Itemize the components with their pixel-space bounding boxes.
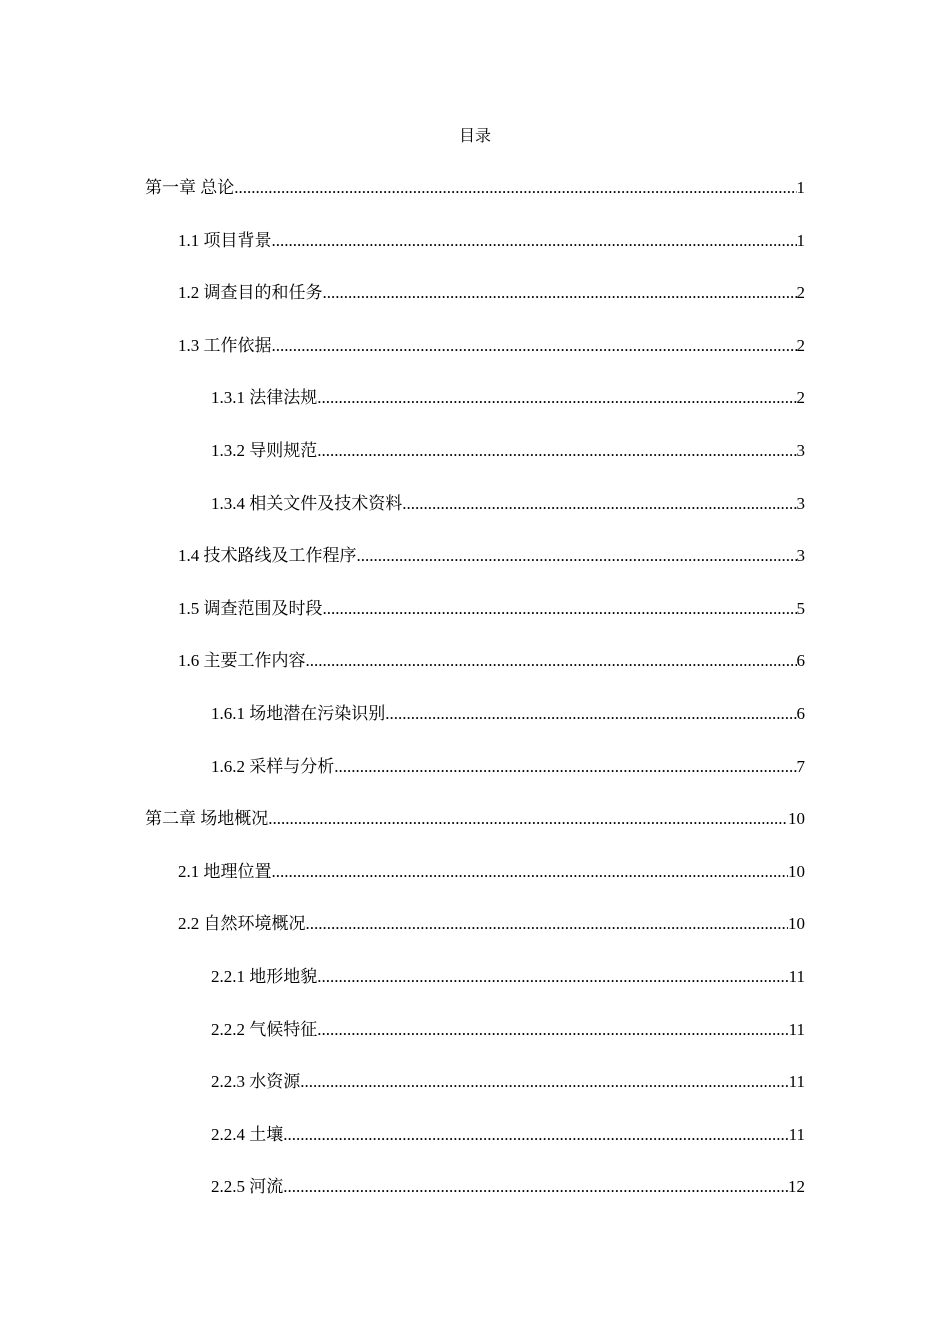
toc-entry-page-number: 1 [796,230,805,250]
toc-entry[interactable] [211,702,805,726]
toc-dot-leader [234,176,796,200]
toc-entry-label: 2.1 地理位置 [178,861,272,881]
toc-entry[interactable] [211,1070,805,1094]
toc-entry-label: 1.3.1 法律法规 [211,388,318,408]
toc-dot-leader [317,439,796,463]
toc-entry-page-number: 10 [788,914,805,934]
toc-entry-page-number: 6 [796,651,805,671]
toc-entry-label: 2.2 自然环境概况 [178,914,306,934]
toc-entry-label: 2.2.5 河流 [211,1177,284,1197]
toc-entry[interactable] [178,334,805,358]
toc-dot-leader [306,912,789,936]
toc-entry[interactable] [178,229,805,253]
toc-entry[interactable] [211,755,805,779]
toc-dot-leader [334,755,796,779]
toc-entry-page-number: 11 [788,1019,805,1039]
toc-entry[interactable] [211,386,805,410]
toc-dot-leader [283,1175,788,1199]
toc-entry-page-number: 3 [796,546,805,566]
toc-entry-page-number: 10 [788,809,805,829]
toc-entry[interactable] [145,176,805,200]
toc-entry[interactable] [178,649,805,673]
toc-entry-page-number: 11 [788,967,805,986]
toc-entry-page-number: 5 [796,598,805,618]
toc-entry-label: 1.6.1 场地潜在污染识别 [211,704,386,723]
toc-entry[interactable] [178,912,805,936]
toc-entry-page-number: 11 [788,1072,805,1092]
toc-entry-label: 1.4 技术路线及工作程序 [178,546,357,566]
toc-entry[interactable] [178,597,805,621]
toc-entry[interactable] [211,1123,805,1147]
toc-entry[interactable] [211,1018,805,1042]
toc-dot-leader [300,1070,788,1094]
toc-dot-leader [323,597,797,621]
toc-entry-page-number: 11 [788,1124,805,1144]
toc-dot-leader [323,281,797,305]
toc-entry-label: 2.2.4 土壤 [211,1124,284,1144]
toc-entry-page-number: 10 [788,861,805,881]
toc-entry-page-number: 3 [796,441,805,460]
toc-entry[interactable] [178,544,805,568]
toc-dot-leader [317,386,796,410]
toc-entry-page-number: 1 [796,178,805,197]
toc-entry-label: 1.5 调查范围及时段 [178,598,323,618]
toc-title: 目录 [458,128,491,145]
toc-dot-leader [268,807,788,831]
toc-entry-page-number: 6 [796,704,805,723]
toc-dot-leader [272,860,789,884]
toc-entry-page-number: 2 [796,388,805,408]
toc-entry[interactable] [211,965,805,989]
toc-entry[interactable] [211,492,805,516]
toc-entry-label: 1.1 项目背景 [178,230,272,250]
toc-entry-page-number: 12 [788,1177,805,1197]
toc-dot-leader [385,702,796,726]
toc-dot-leader [317,1018,788,1042]
toc-entry-label: 1.2 调查目的和任务 [178,283,323,303]
toc-entry-label: 第一章 总论 [145,178,235,197]
toc-entry-page-number: 2 [796,335,805,355]
toc-dot-leader [357,544,797,568]
toc-dot-leader [317,965,788,989]
toc-entry-page-number: 3 [796,493,805,513]
toc-entry[interactable] [178,281,805,305]
toc-entry[interactable] [178,860,805,884]
toc-dot-leader [402,492,796,516]
toc-dot-leader [306,649,797,673]
toc-entry-label: 1.3.2 导则规范 [211,441,318,460]
toc-dot-leader [272,229,797,253]
toc-entry-label: 1.3 工作依据 [178,335,272,355]
toc-entry-page-number: 2 [796,283,805,303]
toc-entry-page-number: 7 [796,756,805,776]
toc-entry-label: 2.2.1 地形地貌 [211,967,318,986]
toc-entry[interactable] [211,1175,805,1199]
toc-entry[interactable] [211,439,805,463]
toc-entry-label: 2.2.2 气候特征 [211,1019,318,1039]
toc-dot-leader [283,1123,788,1147]
toc-entry-label: 1.6 主要工作内容 [178,651,306,671]
toc-dot-leader [272,334,797,358]
toc-entry-label: 第二章 场地概况 [145,809,269,829]
toc-entry-label: 1.6.2 采样与分析 [211,756,335,776]
toc-entry[interactable] [145,807,805,831]
toc-entry-label: 1.3.4 相关文件及技术资料 [211,493,403,513]
toc-entry-label: 2.2.3 水资源 [211,1072,301,1092]
